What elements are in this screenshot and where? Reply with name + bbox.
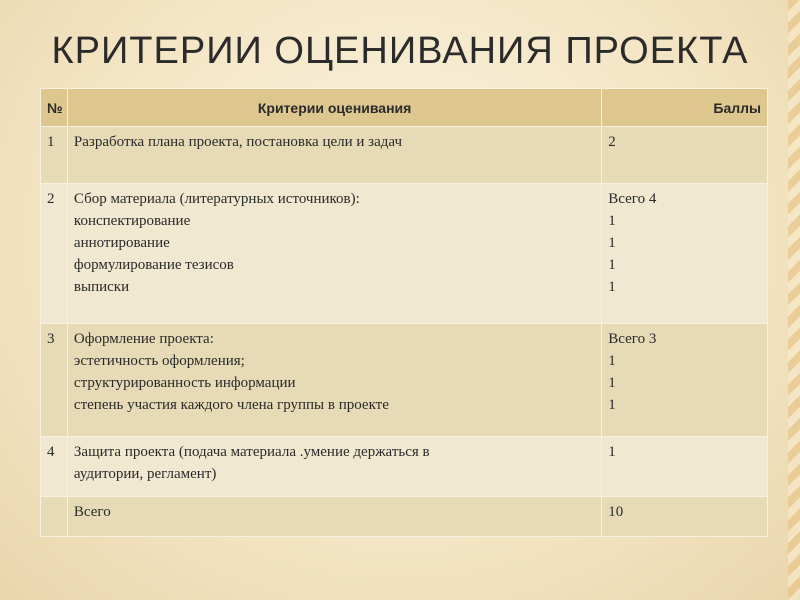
header-number: № bbox=[41, 89, 68, 127]
criteria-line: Защита проекта (подача материала .умение держаться в bbox=[73, 444, 430, 460]
table-row bbox=[41, 497, 768, 537]
criteria-line: аннотирование bbox=[73, 235, 170, 251]
criteria-line: степень участия каждого члена группы в проекте bbox=[73, 397, 389, 413]
criteria-line: аудитории, регламент) bbox=[73, 466, 217, 482]
table-header-row bbox=[41, 89, 768, 127]
row-criteria bbox=[67, 184, 601, 324]
table-row bbox=[41, 437, 768, 497]
criteria-line: Оформление проекта: bbox=[73, 331, 214, 347]
criteria-line: Разработка плана проекта, постановка цели и задач bbox=[73, 134, 402, 150]
row-criteria bbox=[67, 437, 601, 497]
row-criteria bbox=[67, 324, 601, 437]
score-line: 1 bbox=[608, 213, 616, 229]
criteria-line: Всего bbox=[73, 504, 111, 520]
criteria-table bbox=[40, 88, 768, 537]
criteria-line: Сбор материала (литературных источников): bbox=[73, 191, 360, 207]
score-line: Всего 4 bbox=[608, 191, 657, 207]
score-line: 2 bbox=[608, 134, 616, 150]
table-row bbox=[41, 127, 768, 184]
score-line: Всего 3 bbox=[608, 331, 657, 347]
criteria-line: формулирование тезисов bbox=[73, 257, 234, 273]
header-criteria: Критерии оценивания bbox=[67, 89, 601, 127]
score-line: 1 bbox=[608, 444, 616, 460]
row-score bbox=[602, 497, 768, 537]
row-number: 1 bbox=[41, 127, 68, 184]
criteria-line: конспектирование bbox=[73, 213, 191, 229]
score-line: 1 bbox=[608, 397, 616, 413]
score-line: 1 bbox=[608, 375, 616, 391]
header-score: Баллы bbox=[602, 89, 768, 127]
criteria-line: выписки bbox=[73, 279, 130, 295]
row-number: 4 bbox=[41, 437, 68, 497]
score-line: 1 bbox=[608, 279, 616, 295]
table-row bbox=[41, 324, 768, 437]
score-line: 1 bbox=[608, 257, 616, 273]
score-line: 10 bbox=[608, 504, 624, 520]
row-criteria bbox=[67, 497, 601, 537]
table-row bbox=[41, 184, 768, 324]
row-number: 3 bbox=[41, 324, 68, 437]
score-line: 1 bbox=[608, 235, 616, 251]
row-score bbox=[602, 324, 768, 437]
row-score bbox=[602, 437, 768, 497]
row-score bbox=[602, 127, 768, 184]
score-line: 1 bbox=[608, 353, 616, 369]
page-title: КРИТЕРИИ ОЦЕНИВАНИЯ ПРОЕКТА bbox=[51, 30, 749, 72]
decorative-border bbox=[788, 0, 800, 600]
row-number bbox=[41, 497, 68, 537]
row-number: 2 bbox=[41, 184, 68, 324]
row-score bbox=[602, 184, 768, 324]
row-criteria bbox=[67, 127, 601, 184]
criteria-line: эстетичность оформления; bbox=[73, 353, 245, 369]
criteria-line: структурированность информации bbox=[73, 375, 296, 391]
